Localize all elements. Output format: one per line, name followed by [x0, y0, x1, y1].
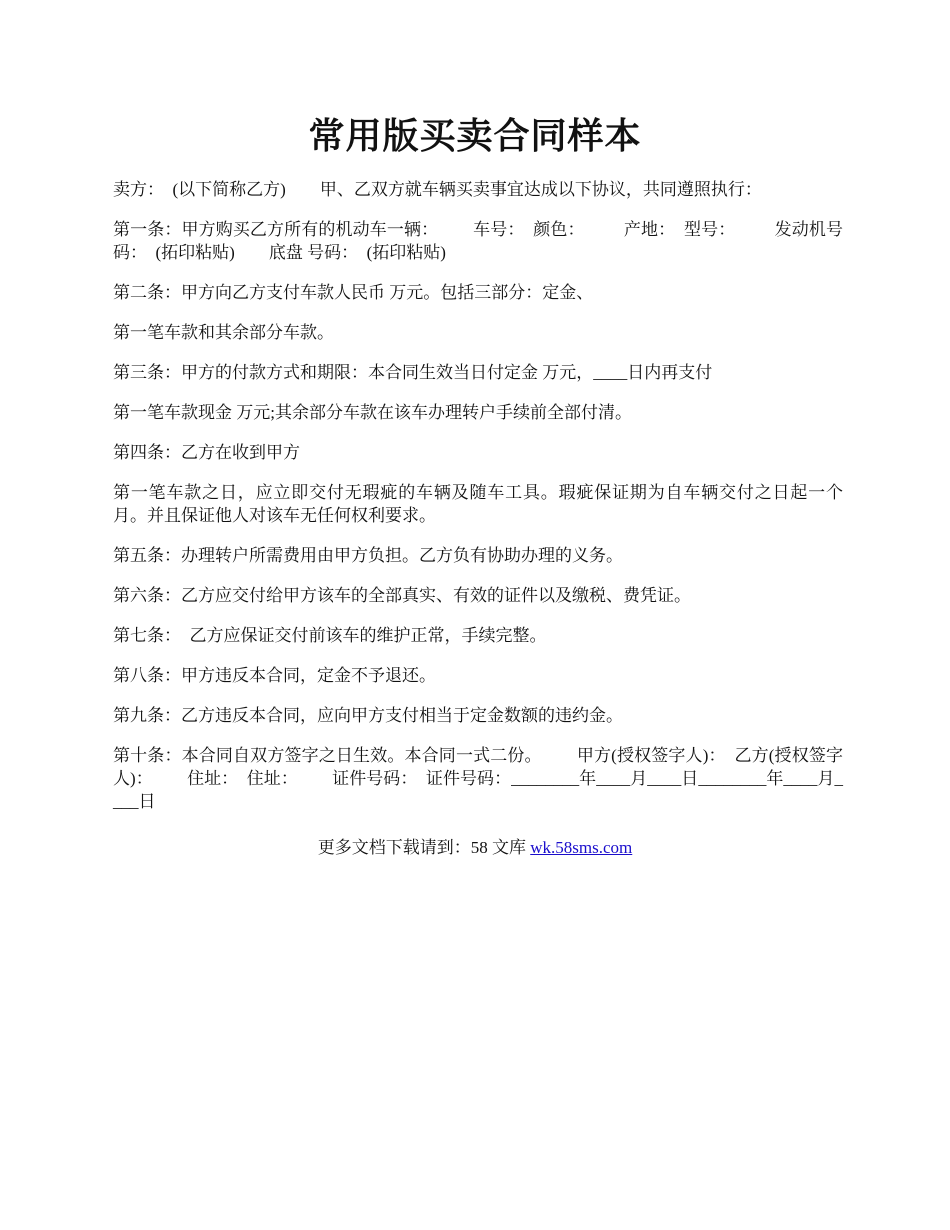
- contract-article-1: 第一条：甲方购买乙方所有的机动车一辆： 车号： 颜色： 产地： 型号： 发动机号码： (拓印粘贴) 底盘 号码： (拓印粘贴): [113, 220, 843, 262]
- contract-article-3: 第三条：甲方的付款方式和期限：本合同生效当日付定金 万元，____日内再支付: [113, 363, 713, 382]
- contract-article-2: 第二条：甲方向乙方支付车款人民币 万元。包括三部分：定金、: [113, 283, 594, 302]
- contract-article-9: 第九条：乙方违反本合同，应向甲方支付相当于定金数额的违约金。: [113, 706, 623, 725]
- contract-article-4: 第四条：乙方在收到甲方: [113, 443, 300, 462]
- document-title: 常用版买卖合同样本: [308, 116, 642, 156]
- contract-article-10-signatures: 第十条：本合同自双方签字之日生效。本合同一式二份。 甲方(授权签字人)： 乙方(授权签字人)： 住址： 住址： 证件号码： 证件号码：________年____月____日________年____月____日: [113, 746, 843, 811]
- footer-prefix: 更多文档下载请到：58 文库: [317, 838, 531, 857]
- contract-article-6: 第六条：乙方应交付给甲方该车的全部真实、有效的证件以及缴税、费凭证。: [113, 586, 691, 605]
- contract-article-2-continued: 第一笔车款和其余部分车款。: [113, 323, 334, 342]
- contract-article-5: 第五条：办理转户所需费用由甲方负担。乙方负有协助办理的义务。: [113, 546, 623, 565]
- document-body: [113, 178, 843, 830]
- contract-article-7: 第七条： 乙方应保证交付前该车的维护正常，手续完整。: [113, 626, 547, 645]
- contract-paragraph-seller: 卖方： (以下简称乙方) 甲、乙双方就车辆买卖事宜达成以下协议，共同遵照执行：: [113, 180, 762, 199]
- download-footer: [0, 836, 950, 860]
- footer-link[interactable]: wk.58sms.com: [530, 838, 633, 857]
- contract-article-8: 第八条：甲方违反本合同，定金不予退还。: [113, 666, 436, 685]
- contract-article-3-continued: 第一笔车款现金 万元;其余部分车款在该车办理转户手续前全部付清。: [113, 403, 632, 422]
- contract-article-4-continued: 第一笔车款之日，应立即交付无瑕疵的车辆及随车工具。瑕疵保证期为自车辆交付之日起一个月。并且保证他人对该车无任何权利要求。: [113, 483, 843, 525]
